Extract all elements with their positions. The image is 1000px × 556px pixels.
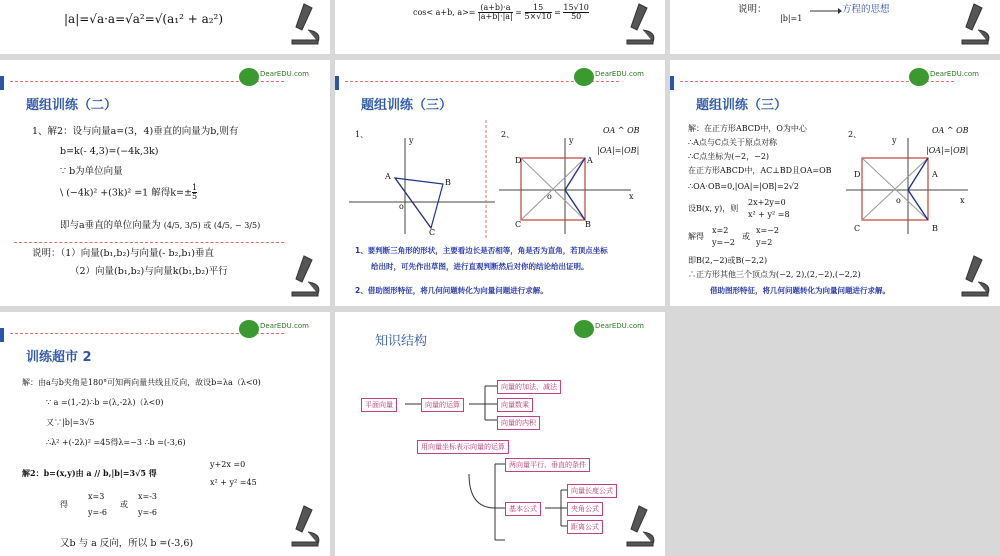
solution-line-5: ∴OA·OB=0,|OA|=|OB|=2√2	[688, 182, 799, 191]
microscope-icon	[954, 252, 998, 304]
label-y: y	[569, 136, 574, 145]
page-title: 题组训练（二）	[26, 98, 118, 113]
svg-text:DearEDU.com: DearEDU.com	[930, 70, 979, 78]
label-x: x	[629, 192, 634, 201]
dearedu-logo	[908, 66, 979, 88]
triangle-diagram	[347, 136, 497, 236]
title-bar	[0, 76, 4, 90]
system-eq-1: 2x+2y=0	[748, 198, 786, 207]
node-basic-formulas: 基本公式	[505, 502, 541, 516]
label-x: x	[960, 196, 965, 205]
title-bar	[0, 328, 4, 342]
solution-line-5: 即与a垂直的单位向量为 (4/5, 3/5) 或 (4/5, − 3/5)	[60, 220, 261, 231]
slide-2[interactable]	[335, 0, 665, 54]
node-coordinate-operations: 用向量坐标表示向量的运算	[417, 440, 509, 454]
svg-text:DearEDU.com: DearEDU.com	[260, 322, 309, 330]
note-1: 说明：（1）向量(b₁,b₂)与向量(- b₂,b₁)垂直	[32, 248, 214, 259]
label-o: o	[896, 196, 901, 205]
system-eq-2: x² + y² =8	[748, 210, 790, 219]
root-2b: y=2	[756, 238, 773, 247]
solution-line-2: b=k(- 4,3)=(−4k,3k)	[60, 146, 159, 157]
page-title: 题组训练（三）	[361, 98, 453, 113]
label-c: C	[429, 228, 436, 237]
solution-line-4: 在正方形ABCD中，AC⊥BD且OA=OB	[688, 166, 832, 175]
slide-5[interactable]	[335, 60, 665, 306]
solution-line-5: 解2：b=(x,y)由 a // b,|b|=3√5 得	[22, 468, 157, 478]
label-o: o	[399, 202, 404, 211]
node-addition-subtraction: 向量的加法、减法	[497, 380, 561, 394]
dearedu-logo	[573, 66, 644, 88]
conclusion: 又b 与 a 反向，所以 b =(-3,6)	[60, 538, 194, 549]
root-1b: y=-6	[88, 508, 108, 517]
node-distance-formula: 距离公式	[567, 520, 603, 534]
page-title: 题组训练（三）	[696, 98, 788, 113]
svg-text:DearEDU.com: DearEDU.com	[595, 322, 644, 330]
hint-1: 1、要判断三角形的形状，主要看边长是否相等，角是否为直角，若顶点坐标	[355, 246, 608, 255]
hint-2: 2、借助图形特征，将几何问题转化为向量问题进行求解。	[355, 286, 548, 295]
label-b: B	[932, 224, 938, 233]
magnitude-formula: |a|=√a·a=√a²=√(a₁² + a₂²)	[64, 12, 224, 26]
node-plane-vector: 平面向量	[361, 398, 397, 412]
label-c: C	[515, 220, 522, 229]
solution-line-3: 又∵|b|=3√5	[46, 418, 95, 427]
tree-connectors	[335, 312, 665, 556]
cos-formula: cos< a+b, a>= $\frac{(a+b)\cdot a}{|a+b|\cdot|a|}$ = $\frac{15}{5\times√10}$ = $\frac{15√10}{50}$	[413, 3, 589, 22]
equation-idea: 方程的思想	[842, 4, 890, 15]
label-a: A	[385, 172, 391, 181]
label-b: B	[445, 178, 451, 187]
label-y: y	[892, 136, 897, 145]
node-vector-operations: 向量的运算	[421, 398, 464, 412]
solution-line-3: ∴C点坐标为(−2，−2)	[688, 152, 770, 161]
problem-2-label: 2、	[848, 130, 862, 139]
solution-line-6: 设B(x, y)，则	[688, 204, 739, 213]
note-prefix: 说明：	[738, 4, 767, 15]
slide-3[interactable]	[670, 0, 1000, 54]
root-2a: x=-3	[138, 492, 158, 501]
dearedu-logo	[238, 66, 309, 88]
solution-line-4: \ (−4k)² +(3k)² =1 解得k=± $\frac{1}{5}$	[60, 183, 198, 202]
svg-text:DearEDU.com: DearEDU.com	[595, 70, 644, 78]
label-a: A	[587, 156, 593, 165]
solution-line-7: 解得	[688, 232, 704, 241]
page-title: 训练超市 2	[26, 350, 92, 365]
microscope-icon	[284, 252, 328, 304]
slide-1[interactable]	[0, 0, 330, 54]
root-1a: x=2	[712, 226, 729, 235]
root-2a: x=−2	[756, 226, 780, 235]
arrow-line	[810, 8, 842, 14]
condition-equal-length: |OA|=|OB|	[926, 146, 969, 155]
root-1a: x=3	[88, 492, 105, 501]
solution-line-3: ∵ b为单位向量	[60, 166, 123, 177]
divider	[14, 242, 284, 243]
solution-line-1: 解：由a与b夹角是180°可知两向量共线且反向，故设b=λa（λ<0)	[22, 378, 261, 387]
note-2: （2）向量(b₁,b₂)与向量k(b₁,b₂)平行	[70, 266, 228, 277]
dearedu-logo	[238, 318, 309, 340]
node-scalar-multiplication: 向量数乘	[497, 398, 533, 412]
system-eq-2: x² + y² =45	[210, 478, 257, 487]
label-a: A	[932, 170, 938, 179]
label-o: o	[547, 192, 552, 201]
title-bar	[335, 76, 339, 90]
microscope-icon	[619, 0, 663, 52]
node-length-formula: 向量长度公式	[567, 484, 617, 498]
solution-line-2: ∵ a =(1,-2)∴b =(λ,-2λ)（λ<0)	[46, 398, 164, 407]
node-angle-formula: 夹角公式	[567, 502, 603, 516]
solution-line-1: 1、解2：设与向量a=(3，4)垂直的向量为b,则有	[32, 126, 239, 137]
page-title: 知识结构	[375, 334, 428, 349]
problem-1-label: 1、	[355, 130, 369, 139]
solution-line-9: ∴正方形其他三个顶点为(−2, 2),(2,−2),(−2,2)	[688, 270, 861, 279]
label-c: C	[854, 224, 861, 233]
title-bar	[670, 76, 674, 90]
solution-line-6: 得	[60, 500, 68, 509]
system-eq-1: y+2x =0	[210, 460, 246, 469]
solution-line-2: ∴A点与C点关于原点对称	[688, 138, 777, 147]
hint-1-cont: 给出时，可先作出草图，进行直观判断然后对你的结论给出证明。	[371, 262, 589, 271]
slide-4[interactable]	[0, 60, 330, 306]
slide-8[interactable]	[335, 312, 665, 556]
root-1b: y=−2	[712, 238, 736, 247]
microscope-icon	[619, 502, 663, 554]
solution-line-1: 解：在正方形ABCD中，O为中心	[688, 124, 807, 133]
label-y: y	[409, 136, 414, 145]
label-d: D	[515, 156, 522, 165]
hint: 借助图形特征，将几何问题转化为向量问题进行求解。	[710, 286, 890, 295]
label-b: B	[585, 220, 591, 229]
node-inner-product: 向量的内积	[497, 416, 540, 430]
unit-condition: |b|=1	[780, 14, 803, 23]
square-diagram	[842, 136, 972, 236]
root-2b: y=-6	[138, 508, 158, 517]
or-text: 或	[742, 232, 750, 241]
condition-perpendicular: OA ^ OB	[603, 126, 640, 135]
solution-line-4: ∴λ² +(-2λ)² =45得λ=−3 ∴b =(-3,6)	[46, 438, 186, 447]
slide-7[interactable]	[0, 312, 330, 556]
label-d: D	[854, 170, 861, 179]
svg-text:DearEDU.com: DearEDU.com	[260, 70, 309, 78]
solution-line-8: 即B(2,−2)或B(−2,2)	[688, 256, 768, 265]
microscope-icon	[954, 0, 998, 52]
vertical-divider	[485, 120, 487, 240]
microscope-icon	[284, 502, 328, 554]
or-text: 或	[120, 500, 128, 509]
node-parallel-perpendicular: 两向量平行、垂直的条件	[505, 458, 590, 472]
microscope-icon	[284, 0, 328, 52]
problem-2-label: 2、	[501, 130, 515, 139]
condition-equal-length: |OA|=|OB|	[597, 146, 640, 155]
slide-6[interactable]	[670, 60, 1000, 306]
condition-perpendicular: OA ^ OB	[932, 126, 969, 135]
